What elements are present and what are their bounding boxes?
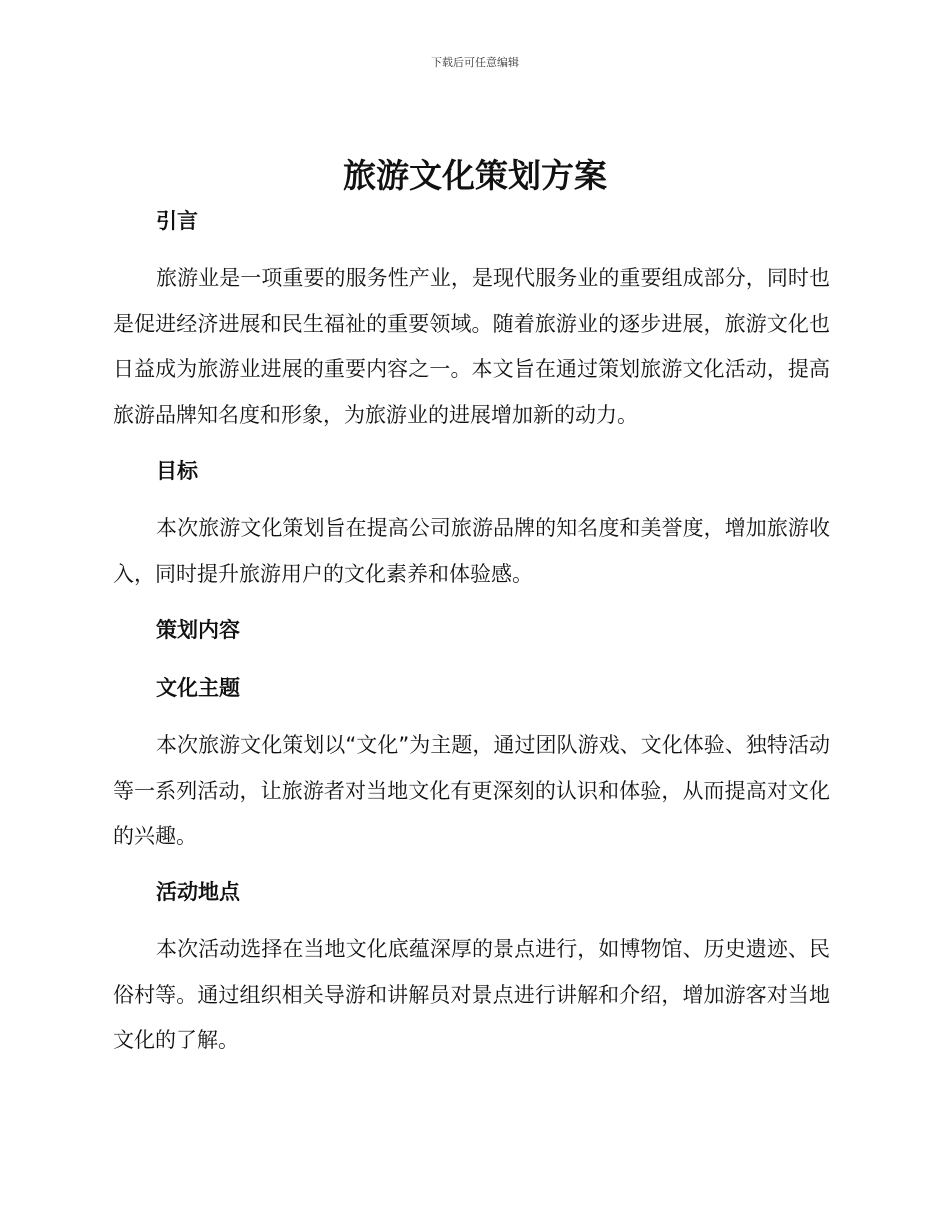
paragraph-goal: 本次旅游文化策划旨在提高公司旅游品牌的知名度和美誉度，增加旅游收入，同时提升旅游用户的文化素养和体验感。 bbox=[113, 516, 830, 586]
document-title: 旅游文化策划方案 bbox=[343, 156, 607, 195]
section-heading-venue: 活动地点 bbox=[156, 880, 240, 904]
header-note: 下载后可任意编辑 bbox=[431, 56, 519, 69]
paragraph-venue: 本次活动选择在当地文化底蕴深厚的景点进行，如博物馆、历史遗迹、民俗村等。通过组织相关导游和讲解员对景点进行讲解和介绍，增加游客对当地文化的了解。 bbox=[113, 937, 830, 1052]
paragraph-theme: 本次旅游文化策划以“文化”为主题，通过团队游戏、文化体验、独特活动等一系列活动，让旅游者对当地文化有更深刻的认识和体验，从而提高对文化的兴趣。 bbox=[113, 733, 830, 848]
section-heading-plan: 策划内容 bbox=[156, 618, 240, 642]
paragraph-intro: 旅游业是一项重要的服务性产业，是现代服务业的重要组成部分，同时也是促进经济进展和民生福祉的重要领域。随着旅游业的逐步进展，旅游文化也日益成为旅游业进展的重要内容之一。本文旨在通过策划旅游文化活动，提高旅游品牌知名度和形象，为旅游业的进展增加新的动力。 bbox=[113, 266, 830, 427]
section-heading-intro: 引言 bbox=[156, 209, 198, 233]
section-heading-goal: 目标 bbox=[156, 459, 198, 483]
section-heading-theme: 文化主题 bbox=[156, 676, 240, 700]
